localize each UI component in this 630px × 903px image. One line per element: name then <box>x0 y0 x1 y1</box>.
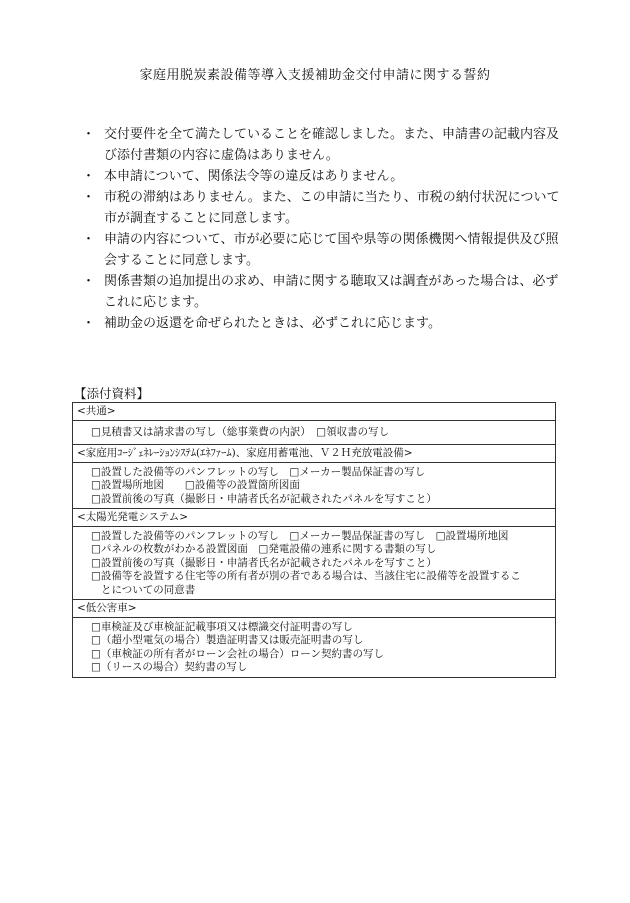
pledge-item <box>72 166 562 187</box>
pledge-item <box>72 313 562 334</box>
pledge-text: 申請の内容について、市が必要に応じて国や県等の関係機関へ情報提供及び照会することに同意します。 <box>104 232 559 268</box>
section-header-low-emission-vehicle: <低公害車> <box>73 600 555 618</box>
section-body-home-equipment <box>73 463 555 510</box>
checklist-item: □設置した設備等のパンフレットの写し □メーカー製品保証書の写し <box>91 465 426 478</box>
section-header-home-equipment: <家庭用ｺｰｼﾞｪﾈﾚｰｼｮﾝｼｽﾃﾑ(ｴﾈﾌｧｰﾑ)、家庭用蓄電池、Ｖ２Ｈ充放電設備> <box>73 445 555 463</box>
pledge-item <box>72 229 562 271</box>
attachments-table <box>72 402 556 678</box>
pledge-item <box>72 271 562 313</box>
pledge-text: 補助金の返還を命ぜられたときは、必ずこれに応じます。 <box>104 316 441 331</box>
checklist-item: □（リースの場合）契約書の写し <box>91 661 248 673</box>
bullet: ・ <box>82 169 96 184</box>
document-title: 家庭用脱炭素設備等導入支援補助金交付申請に関する誓約 <box>139 68 491 83</box>
pledge-text: 交付要件を全て満たしていることを確認しました。また、申請書の記載内容及び添付書類の内容に虚偽はありません。 <box>104 127 560 163</box>
pledge-item <box>72 187 562 229</box>
attachments-heading: 【添付資料】 <box>74 386 150 401</box>
checklist-item: □パネルの枚数がわかる設置図面 □発電設備の連系に関する書類の写し <box>91 543 437 555</box>
checklist-item: □設置前後の写真（撮影日・申請者氏名が記載されたパネルを写すこと） <box>91 556 437 569</box>
pledge-item <box>72 124 562 166</box>
section-body-low-emission-vehicle <box>73 618 555 677</box>
bullet: ・ <box>82 274 96 289</box>
checklist-item: □設置前後の写真（撮影日・申請者氏名が記載されたパネルを写すこと） <box>91 492 437 505</box>
bullet: ・ <box>82 190 96 205</box>
checklist-item: □設備等を設置する住宅等の所有者が別の者である場合は、当該住宅に設備等を設置するこ <box>91 570 521 582</box>
pledge-list <box>72 124 562 334</box>
bullet: ・ <box>82 316 96 331</box>
section-header-solar: <太陽光発電システム> <box>73 509 555 527</box>
pledge-text: 関係書類の追加提出の求め、申請に関する聴取又は調査があった場合は、必ずこれに応じます。 <box>104 274 559 310</box>
checklist-item: □設置場所地図 □設備等の設置箇所図面 <box>91 479 300 491</box>
checklist-item: □車検証及び車検証記載事項又は標識交付証明書の写し <box>91 620 353 633</box>
pledge-text: 本申請について、関係法令等の違反はありません。 <box>104 169 404 184</box>
section-body-solar <box>73 527 555 601</box>
checklist-item: □（超小型電気の場合）製造証明書又は販売証明書の写し <box>91 634 364 646</box>
section-body-common <box>73 421 555 446</box>
section-header-common: <共通> <box>73 403 555 421</box>
checklist-item-continued: とについての同意書 <box>101 583 196 596</box>
checklist-item: □見積書又は請求書の写し（総事業費の内訳） □領収書の写し <box>91 425 390 438</box>
pledge-text: 市税の滞納はありません。また、この申請に当たり、市税の納付状況について市が調査することに同意します。 <box>104 190 560 226</box>
checklist-item: □設置した設備等のパンフレットの写し □メーカー製品保証書の写し □設置場所地図 <box>91 529 509 542</box>
checklist-item: □（車検証の所有者がローン会社の場合）ローン契約書の写し <box>91 647 384 660</box>
bullet: ・ <box>82 232 96 247</box>
bullet: ・ <box>82 127 96 142</box>
